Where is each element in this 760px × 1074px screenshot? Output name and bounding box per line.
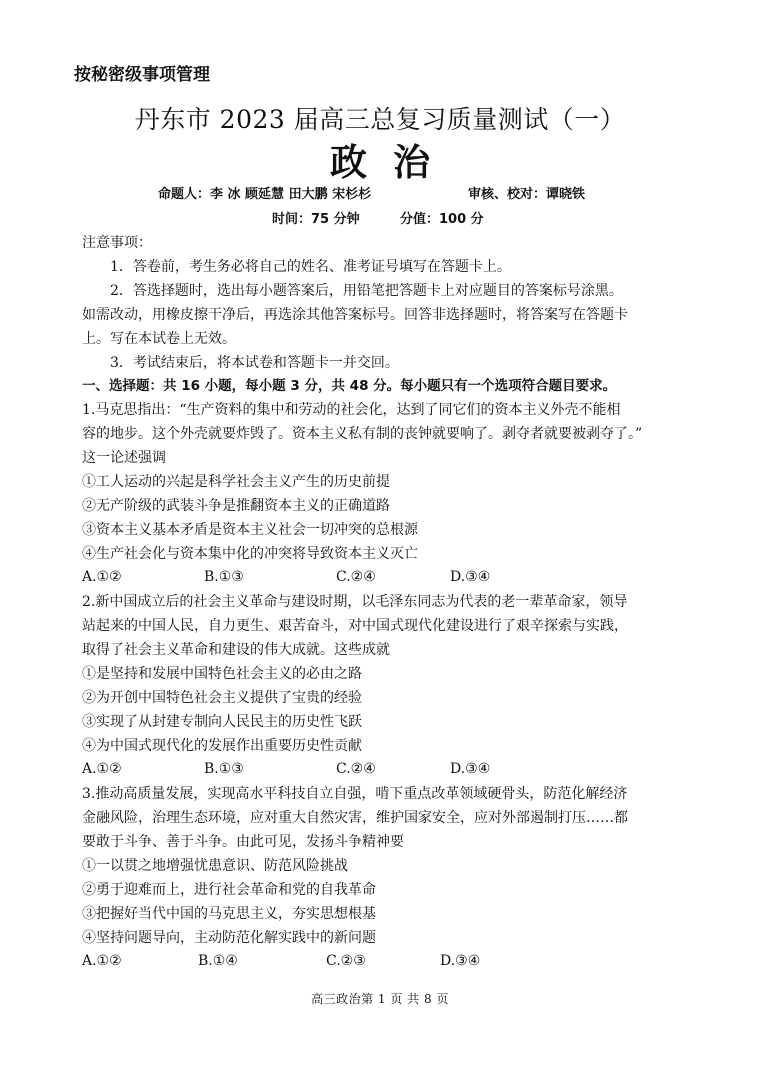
option-c[interactable]: C.②④ (336, 761, 376, 777)
question-3-item: ④坚持问题导向，主动防范化解实践中的新问题 (82, 930, 376, 946)
exam-time: 时间：75 分钟 (272, 212, 360, 227)
option-a[interactable]: A.①② (82, 953, 122, 969)
option-d[interactable]: D.③④ (450, 761, 491, 777)
option-a[interactable]: A.①② (82, 569, 122, 585)
authors: 命题人：李 冰 顾延慧 田大鹏 宋杉杉 (158, 187, 372, 202)
question-3-item: ②勇于迎难而上，进行社会革命和党的自我革命 (82, 882, 376, 898)
question-3-stem: 要敢于斗争、善于斗争。由此可见，发扬斗争精神要 (82, 834, 404, 850)
exam-score: 分值：100 分 (400, 212, 484, 227)
secret-label: 按秘密级事项管理 (74, 65, 210, 85)
question-3-options (82, 953, 682, 971)
note-line: 3．考试结束后，将本试卷和答题卡一并交回。 (110, 355, 399, 371)
option-d[interactable]: D.③④ (440, 953, 481, 969)
option-c[interactable]: C.②③ (326, 953, 366, 969)
question-1-item: ④生产社会化与资本集中化的冲突将导致资本主义灭亡 (82, 546, 418, 562)
option-a[interactable]: A.①② (82, 761, 122, 777)
question-2-item: ①是坚持和发展中国特色社会主义的必由之路 (82, 666, 362, 682)
option-c[interactable]: C.②④ (336, 569, 376, 585)
note-line: 如需改动，用橡皮擦干净后，再选涂其他答案标号。回答非选择题时，将答案写在答题卡 (82, 307, 628, 323)
question-2-item: ④为中国式现代化的发展作出重要历史性贡献 (82, 738, 362, 754)
question-2-item: ②为开创中国特色社会主义提供了宝贵的经验 (82, 690, 362, 706)
question-1-item: ①工人运动的兴起是科学社会主义产生的历史前提 (82, 474, 390, 490)
note-line: 1．答卷前，考生务必将自己的姓名、准考证号填写在答题卡上。 (110, 259, 511, 275)
question-1-stem: 1.马克思指出：“生产资料的集中和劳动的社会化，达到了同它们的资本主义外壳不能相 (82, 402, 621, 418)
section-heading: 一、选择题：共 16 小题，每小题 3 分，共 48 分。每小题只有一个选项符合题目要求。 (82, 378, 617, 394)
question-3-item: ③把握好当代中国的马克思主义，夯实思想根基 (82, 906, 376, 922)
option-b[interactable]: B.①③ (204, 569, 244, 585)
option-b[interactable]: B.①④ (198, 953, 238, 969)
question-1-stem: 这一论述强调 (82, 450, 166, 466)
page-footer: 高三政治第 1 页 共 8 页 (311, 992, 449, 1006)
note-line: 上。写在本试卷上无效。 (82, 331, 236, 347)
question-3-item: ①一以贯之地增强忧患意识、防范风险挑战 (82, 858, 348, 874)
question-1-item: ③资本主义基本矛盾是资本主义社会一切冲突的总根源 (82, 522, 418, 538)
question-3-stem: 金融风险，治理生态环境，应对重大自然灾害，维护国家安全，应对外部遏制打压……都 (82, 810, 628, 826)
option-d[interactable]: D.③④ (450, 569, 491, 585)
question-1-stem: 容的地步。这个外壳就要炸毁了。资本主义私有制的丧钟就要响了。剥夺者就要被剥夺了。” (82, 426, 643, 442)
question-3-stem: 3.推动高质量发展，实现高水平科技自立自强，啃下重点改革领域硬骨头，防范化解经济 (82, 786, 628, 802)
question-2-stem: 2.新中国成立后的社会主义革命与建设时期，以毛泽东同志为代表的老一辈革命家，领导 (82, 594, 628, 610)
notes-heading: 注意事项： (82, 235, 152, 251)
question-2-stem: 取得了社会主义革命和建设的伟大成就。这些成就 (82, 642, 390, 658)
question-2-item: ③实现了从封建专制向人民民主的历史性飞跃 (82, 714, 362, 730)
question-1-item: ②无产阶级的武装斗争是推翻资本主义的正确道路 (82, 498, 390, 514)
note-line: 2．答选择题时，选出每小题答案后，用铅笔把答题卡上对应题目的答案标号涂黑。 (110, 283, 623, 299)
subject-title: 政治 (330, 141, 456, 184)
question-2-stem: 站起来的中国人民，自力更生、艰苦奋斗，对中国式现代化建设进行了艰辛探索与实践， (82, 618, 628, 634)
question-1-options (82, 569, 682, 587)
question-2-options (82, 761, 682, 779)
reviewers: 审核、校对：谭晓铁 (468, 187, 586, 202)
exam-title: 丹东市 2023 届高三总复习质量测试（一） (134, 105, 626, 134)
option-b[interactable]: B.①③ (204, 761, 244, 777)
